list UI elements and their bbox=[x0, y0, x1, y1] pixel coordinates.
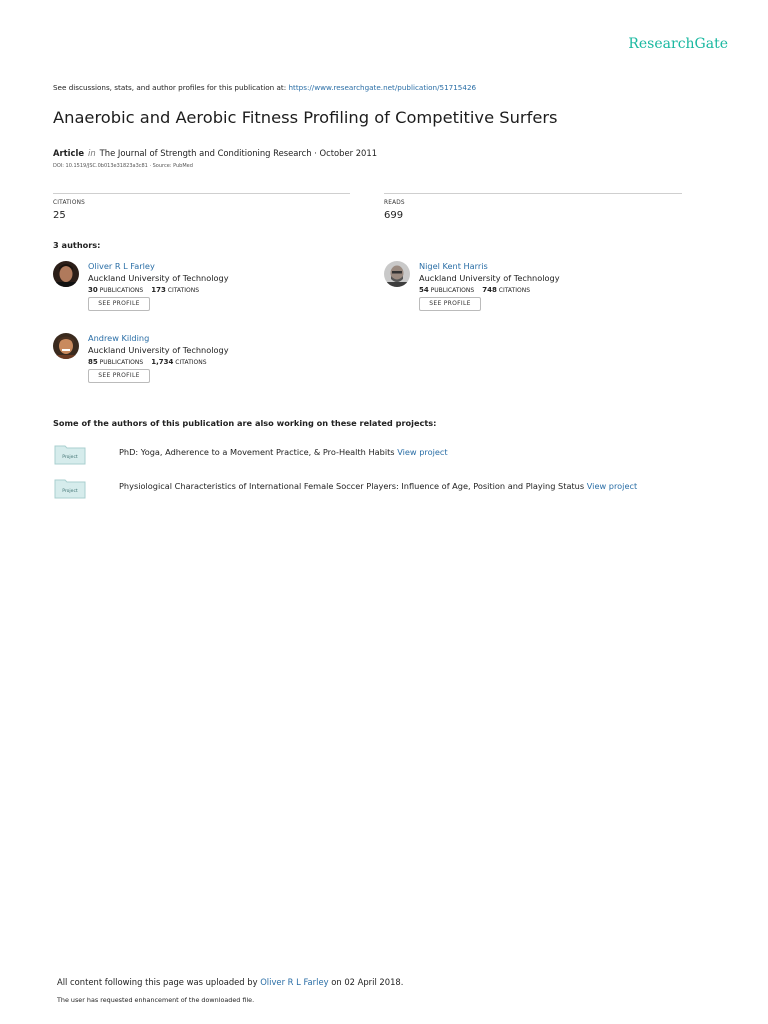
article-meta-line bbox=[53, 148, 377, 158]
reads-value: 699 bbox=[384, 210, 404, 221]
avatar[interactable] bbox=[53, 261, 79, 287]
author-card bbox=[384, 261, 684, 331]
see-profile-button[interactable]: SEE PROFILE bbox=[88, 369, 150, 383]
divider-right bbox=[384, 193, 682, 194]
citations-label: CITATIONS bbox=[53, 200, 85, 206]
author-institution: Auckland University of Technology bbox=[88, 345, 229, 355]
author-stats bbox=[88, 286, 199, 294]
folder-label: Project bbox=[62, 455, 78, 460]
publication-url-link[interactable]: https://www.researchgate.net/publication/51715426 bbox=[288, 83, 477, 92]
citations-value: 25 bbox=[53, 210, 66, 221]
citations-count: 173 bbox=[151, 286, 166, 294]
project-line bbox=[119, 481, 637, 491]
see-profile-button[interactable]: SEE PROFILE bbox=[88, 297, 150, 311]
folder-label: Project bbox=[62, 489, 78, 494]
avatar[interactable] bbox=[384, 261, 410, 287]
enhancement-note: The user has requested enhancement of the downloaded file. bbox=[57, 996, 255, 1004]
publications-label: PUBLICATIONS bbox=[99, 359, 144, 366]
author-name-link[interactable]: Nigel Kent Harris bbox=[419, 261, 488, 271]
folder-icon bbox=[54, 443, 86, 465]
author-stats bbox=[88, 358, 207, 366]
projects-heading: Some of the authors of this publication are also working on these related projects: bbox=[53, 418, 437, 428]
view-project-link[interactable]: View project bbox=[586, 481, 638, 491]
publications-label: PUBLICATIONS bbox=[430, 287, 475, 294]
citations-label: CITATIONS bbox=[175, 359, 207, 366]
publications-label: PUBLICATIONS bbox=[99, 287, 144, 294]
project-title: PhD: Yoga, Adherence to a Movement Practice, & Pro-Health Habits bbox=[119, 447, 395, 457]
author-institution: Auckland University of Technology bbox=[419, 273, 560, 283]
in-word: in bbox=[88, 148, 96, 158]
author-name-link[interactable]: Andrew Kilding bbox=[88, 333, 150, 343]
project-item bbox=[53, 443, 693, 467]
upload-info bbox=[57, 977, 403, 987]
uploader-link[interactable]: Oliver R L Farley bbox=[260, 977, 329, 987]
publications-count: 30 bbox=[88, 286, 98, 294]
authors-heading: 3 authors: bbox=[53, 240, 101, 250]
see-profile-button[interactable]: SEE PROFILE bbox=[419, 297, 481, 311]
author-card bbox=[53, 333, 353, 403]
publications-count: 54 bbox=[419, 286, 429, 294]
uploaded-suffix: on 02 April 2018. bbox=[331, 977, 404, 987]
publications-count: 85 bbox=[88, 358, 98, 366]
avatar[interactable] bbox=[53, 333, 79, 359]
divider-left bbox=[53, 193, 350, 194]
discussions-text: See discussions, stats, and author profiles for this publication at: bbox=[53, 83, 287, 92]
discussions-line bbox=[53, 83, 476, 92]
author-institution: Auckland University of Technology bbox=[88, 273, 229, 283]
author-name-link[interactable]: Oliver R L Farley bbox=[88, 261, 155, 271]
paper-title: Anaerobic and Aerobic Fitness Profiling of Competitive Surfers bbox=[53, 108, 558, 127]
citations-label: CITATIONS bbox=[498, 287, 531, 294]
researchgate-logo[interactable]: ResearchGate bbox=[628, 36, 728, 52]
journal-date: The Journal of Strength and Conditioning Research · October 2011 bbox=[99, 148, 378, 158]
citations-count: 1,734 bbox=[151, 358, 174, 366]
citations-label: CITATIONS bbox=[167, 287, 200, 294]
author-card bbox=[53, 261, 353, 331]
citations-count: 748 bbox=[482, 286, 497, 294]
view-project-link[interactable]: View project bbox=[397, 447, 448, 457]
project-title: Physiological Characteristics of International Female Soccer Players: Influence of Age, Position and Playing Status bbox=[119, 481, 585, 491]
author-stats bbox=[419, 286, 530, 294]
reads-label: READS bbox=[384, 200, 405, 206]
article-type: Article bbox=[53, 148, 85, 158]
project-item bbox=[53, 477, 693, 501]
folder-icon bbox=[54, 477, 86, 499]
project-line bbox=[119, 447, 448, 457]
doi-source: DOI: 10.1519/JSC.0b013e31823a3c81 · Source: PubMed bbox=[53, 163, 193, 169]
uploaded-prefix: All content following this page was uploaded by bbox=[57, 977, 258, 987]
